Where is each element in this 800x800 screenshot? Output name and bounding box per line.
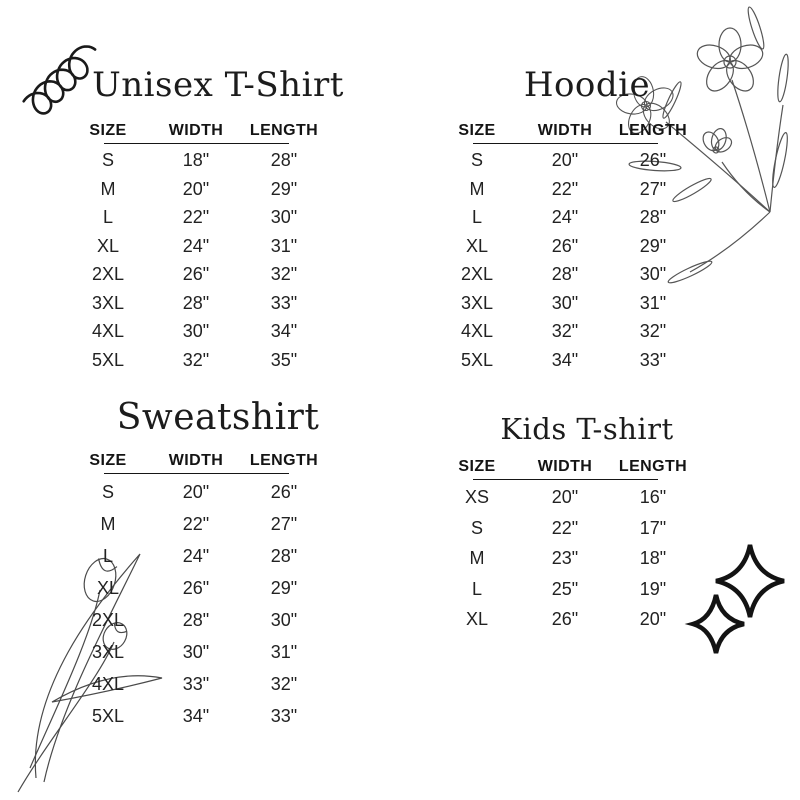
header-underline xyxy=(473,143,658,144)
header-underline xyxy=(104,473,289,474)
column-header-length: LENGTH xyxy=(249,452,319,469)
table-title-kids-tshirt: Kids T-shirt xyxy=(500,412,674,446)
size-cell: 2XL xyxy=(91,610,125,630)
width-cell: 33" xyxy=(182,674,210,694)
length-cell: 29" xyxy=(270,178,298,199)
size-cell: XL xyxy=(465,235,489,256)
size-cell: L xyxy=(102,546,113,566)
length-cell: 30" xyxy=(639,264,667,284)
table-title-hoodie: Hoodie xyxy=(523,65,651,105)
size-table-hoodie xyxy=(435,64,695,374)
length-cell: 27" xyxy=(270,514,298,534)
column-header-size: SIZE xyxy=(89,122,127,139)
table-rows xyxy=(66,476,326,732)
column-header-size: SIZE xyxy=(458,458,496,475)
size-cell: 5XL xyxy=(91,349,125,370)
width-cell: 20" xyxy=(551,487,579,507)
size-cell: M xyxy=(100,514,116,534)
size-cell: 4XL xyxy=(91,674,125,694)
size-cell: 2XL xyxy=(91,264,125,284)
size-cell: M xyxy=(469,178,485,199)
width-cell: 34" xyxy=(551,349,579,370)
width-cell: 32" xyxy=(182,349,210,370)
length-cell: 20" xyxy=(639,609,667,629)
column-header-width: WIDTH xyxy=(168,452,224,469)
header-underline xyxy=(104,143,289,144)
size-cell: 2XL xyxy=(460,264,494,284)
column-header-length: LENGTH xyxy=(249,122,319,139)
length-cell: 28" xyxy=(270,150,298,170)
width-cell: 22" xyxy=(182,207,210,227)
size-table-kids-tshirt xyxy=(435,410,695,635)
length-cell: 28" xyxy=(270,546,298,566)
length-cell: 30" xyxy=(270,207,298,227)
column-header-length: LENGTH xyxy=(618,458,688,475)
width-cell: 30" xyxy=(551,292,579,313)
width-cell: 28" xyxy=(551,264,579,284)
width-cell: 20" xyxy=(182,482,210,502)
size-cell: XS xyxy=(464,487,489,507)
table-header-row xyxy=(435,120,695,142)
length-cell: 29" xyxy=(270,578,298,598)
width-cell: 20" xyxy=(551,150,579,170)
size-cell: 5XL xyxy=(91,706,125,726)
length-cell: 31" xyxy=(639,292,667,313)
size-cell: 3XL xyxy=(91,292,125,313)
size-cell: 4XL xyxy=(91,321,125,341)
length-cell: 28" xyxy=(639,207,667,227)
width-cell: 22" xyxy=(551,178,579,199)
length-cell: 19" xyxy=(639,578,667,599)
column-header-width: WIDTH xyxy=(168,122,224,139)
width-cell: 18" xyxy=(182,150,210,170)
column-header-size: SIZE xyxy=(89,452,127,469)
length-cell: 31" xyxy=(270,235,298,256)
size-cell: 3XL xyxy=(91,642,125,662)
length-cell: 29" xyxy=(639,235,667,256)
width-cell: 32" xyxy=(551,321,579,341)
table-title-unisex-tshirt: Unisex T-Shirt xyxy=(92,65,344,105)
width-cell: 26" xyxy=(182,264,210,284)
size-cell: L xyxy=(102,207,113,227)
length-cell: 34" xyxy=(270,321,298,341)
width-cell: 22" xyxy=(182,514,210,534)
width-cell: 24" xyxy=(182,546,210,566)
length-cell: 30" xyxy=(270,610,298,630)
column-header-length: LENGTH xyxy=(618,122,688,139)
column-header-size: SIZE xyxy=(458,122,496,139)
size-cell: S xyxy=(470,517,483,538)
width-cell: 24" xyxy=(182,235,210,256)
table-rows xyxy=(66,146,326,374)
length-cell: 16" xyxy=(639,487,667,507)
width-cell: 25" xyxy=(551,578,579,599)
width-cell: 28" xyxy=(182,292,210,313)
length-cell: 33" xyxy=(639,349,667,370)
length-cell: 35" xyxy=(270,349,298,370)
size-cell: 4XL xyxy=(460,321,494,341)
size-cell: 3XL xyxy=(460,292,494,313)
width-cell: 24" xyxy=(551,207,579,227)
size-cell: XL xyxy=(96,578,120,598)
table-rows xyxy=(435,482,695,635)
size-table-sweatshirt xyxy=(66,396,326,732)
length-cell: 32" xyxy=(270,674,298,694)
size-cell: L xyxy=(471,207,482,227)
table-header-row xyxy=(66,450,326,472)
length-cell: 17" xyxy=(639,517,667,538)
length-cell: 32" xyxy=(639,321,667,341)
sparkles-icon xyxy=(678,533,796,668)
size-cell: 5XL xyxy=(460,349,494,370)
table-rows xyxy=(435,146,695,374)
size-cell: S xyxy=(470,150,483,170)
size-cell: XL xyxy=(96,235,120,256)
header-underline xyxy=(473,479,658,480)
width-cell: 28" xyxy=(182,610,210,630)
width-cell: 34" xyxy=(182,706,210,726)
length-cell: 26" xyxy=(639,150,667,170)
length-cell: 31" xyxy=(270,642,298,662)
table-header-row xyxy=(66,120,326,142)
width-cell: 30" xyxy=(182,321,210,341)
width-cell: 20" xyxy=(182,178,210,199)
size-table-unisex-tshirt xyxy=(66,64,344,374)
width-cell: 26" xyxy=(182,578,210,598)
size-cell: M xyxy=(469,548,485,568)
width-cell: 26" xyxy=(551,235,579,256)
length-cell: 18" xyxy=(639,548,667,568)
length-cell: 26" xyxy=(270,482,298,502)
column-header-width: WIDTH xyxy=(537,122,593,139)
column-header-width: WIDTH xyxy=(537,458,593,475)
width-cell: 30" xyxy=(182,642,210,662)
table-header-row xyxy=(435,456,695,478)
length-cell: 33" xyxy=(270,292,298,313)
width-cell: 22" xyxy=(551,517,579,538)
length-cell: 32" xyxy=(270,264,298,284)
width-cell: 26" xyxy=(551,609,579,629)
length-cell: 33" xyxy=(270,706,298,726)
width-cell: 23" xyxy=(551,548,579,568)
size-cell: S xyxy=(101,150,114,170)
size-cell: S xyxy=(101,482,114,502)
table-title-sweatshirt: Sweatshirt xyxy=(116,397,320,438)
size-cell: XL xyxy=(465,609,489,629)
size-cell: L xyxy=(471,578,482,599)
length-cell: 27" xyxy=(639,178,667,199)
size-cell: M xyxy=(100,178,116,199)
